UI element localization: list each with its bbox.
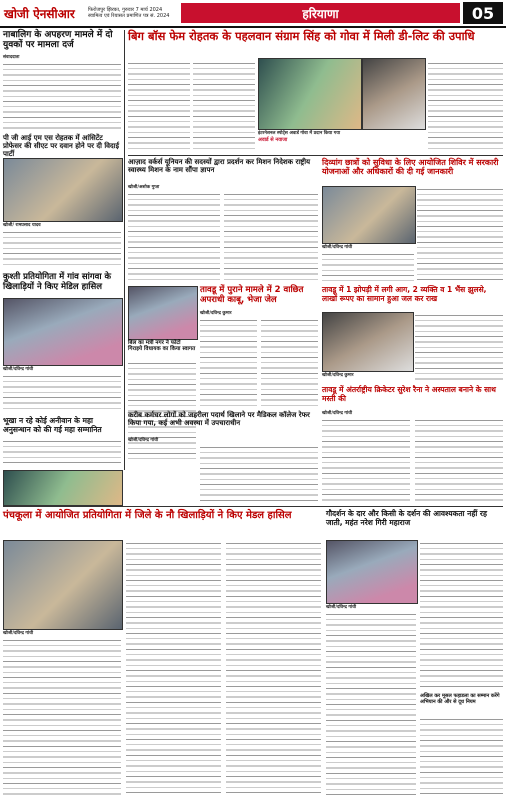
story-9-photo [322,312,414,372]
dateline [88,7,178,19]
story-3-headline: कुश्ती प्रतियोगिता में गांव सांगवा के खिलाड़ियों ने किए मेडिल हासिल [3,272,112,292]
story-14-headline: अखिल कर मूसल फहाडला का सम्मान करेंगे अभियान की और से दूध नियम [420,693,500,705]
story-8-headline: तावडू में पुराने मामले में 2 वाछित अपराधी काबू, भेजा जेल [200,285,304,305]
story-5-byline: खोजी/अशोक गुप्ता [128,185,160,190]
story-13-photo [326,540,418,604]
column-rule [124,30,125,470]
story-2-body [3,229,121,269]
masthead [0,0,506,28]
lead-caption: इंटरनेशनल स्पोर्ट्स अवार्ड गोवा में प्रदान किया गया [258,131,341,136]
newspaper-logo: खोजी ऐनसीआर [4,6,75,21]
story-6-byline: खोजी/दविन्द्र गांधी [322,245,353,250]
story-3b-body [3,438,121,466]
story-12-photo-top [3,470,123,506]
story-3-caption: खोजी/दविन्द्र गांधी [3,367,34,372]
rule [3,506,503,507]
story-1-byline: संवाददाता [3,55,20,60]
story-13-headline: गौदर्शन के दार और किसी के दर्शन की आवश्यकता नहीं रह जाती, महंत नरेश गिरी महाराज [326,509,487,527]
story-11-body-col1 [322,417,410,502]
story-1-headline: नाबालिग के अपहरण मामले में दो युवकों पर मामला दर्ज [3,30,113,51]
story-11-body-col2 [415,417,503,502]
story-11-byline: खोजी/दविन्द्र गांधी [322,411,353,416]
story-12-body-col1 [3,637,121,797]
story-6-photo [322,186,416,244]
story-9-body [415,312,503,382]
story-12-headline: पंचकूला में आयोजित प्रतियोगिता में जिले के नौ खिलाड़ियों ने किए मेडल हासिल [3,510,292,521]
lead-tag: अवार्ड से नवाजा [258,137,288,143]
lead-body-col1 [128,60,190,152]
story-6-body [417,186,503,281]
story-13-byline: खोजी/दविन्द्र गांधी [326,605,357,610]
story-6-headline: दिव्यांग छात्रों को सुविधा के लिए आयोजित शिविर में सरकारी योजनाओं और अधिकारों की दी गई जानकारी [322,158,499,177]
story-5-body-col1 [128,191,220,281]
story-5-headline: आज़ाद वर्कर्स यूनियन की सदस्यों द्वारा प्रदर्शन कर मिशन निदेशक राष्ट्रीय स्वास्थ्य मिशन के नाम सौंपा ज्ञापन [128,158,311,175]
story-9-headline: तावडू में 1 झोपड़ी में लगी आग, 2 व्यक्ति व 1 भैंस झुलसे, लाखों रूपए का सामान हुआ जल कर राख [322,285,487,303]
section-label: हरियाणा [181,3,460,23]
lead-headline: बिग बॉस फेम रोहतक के पहलवान संग्राम सिंह को गोवा में मिली डी-लिट की उपाधि [128,29,475,43]
story-12-photo [3,540,123,630]
story-6-body-2 [322,251,414,281]
story-7-photo [128,286,198,340]
story-5-body-col2 [224,191,318,281]
story-13-body-col1 [326,611,416,797]
story-2-photo [3,158,123,222]
story-12-body-col2 [126,540,221,797]
dateline-sub: स्वामित्व एवं रियासत प्रमाणित पत्र सं. 2024 [88,13,170,19]
lead-photo-2 [362,58,426,130]
dateline-date: फिरोजपुर झिरका, गुरुवार 7 मार्च 2024 [88,7,163,13]
story-8-byline: खोजी/दविन्द्र कुमार [200,311,232,316]
rule [128,155,503,156]
page-number: 05 [463,2,503,24]
story-11-headline: तावडू में अंतर्राष्ट्रीय क्रिकेटर सुरेश रैना ने अस्पताल बनाने के साथ मस्ती की [322,385,496,403]
story-10-headline: करीब कर्मचर लोगों को जहरीला पदार्थ खिलाने पर मैडिकल कॉलेज रेफर किया गया, कई अभी अवस्था में उपचाराधीन [128,411,310,428]
story-14-body [420,716,503,797]
story-8-body-col1 [200,317,257,407]
story-13-body-col2 [420,540,503,690]
story-7-headline: बिल का मंत्री नगर ने फोटो गिराइये विधायक का किया स्वागत [128,340,196,353]
story-2-headline: पी जी आई एम एस रोहतक में आंसिटेंट प्रोफेसर की सीएट पर दवान होने पर दी विदाई पार्टी [3,134,120,159]
lead-body-col3 [428,60,503,152]
story-7-body [128,360,196,460]
lead-body-col2 [193,60,255,152]
story-10-body [200,444,318,502]
lead-photo [258,58,362,130]
story-12-caption: खोजी/दविन्द्र गांधी [3,631,34,636]
story-12-body-col3 [226,540,321,797]
story-1-body [3,61,121,131]
story-3b-headline: भूखा न रहे कोई अनीवान के महा अनुसन्धान को की गई महा सम्मानित [3,416,102,434]
story-9-byline: खोजी/दविन्द्र कुमार [322,373,354,378]
story-3-photo [3,298,123,366]
story-10-byline: खोजी/दविन्द्र गांधी [128,438,159,443]
story-2-caption: खोजी/ रामप्रसाद यादव [3,223,41,228]
story-8-body-col2 [261,317,318,407]
story-3-body [3,373,121,413]
